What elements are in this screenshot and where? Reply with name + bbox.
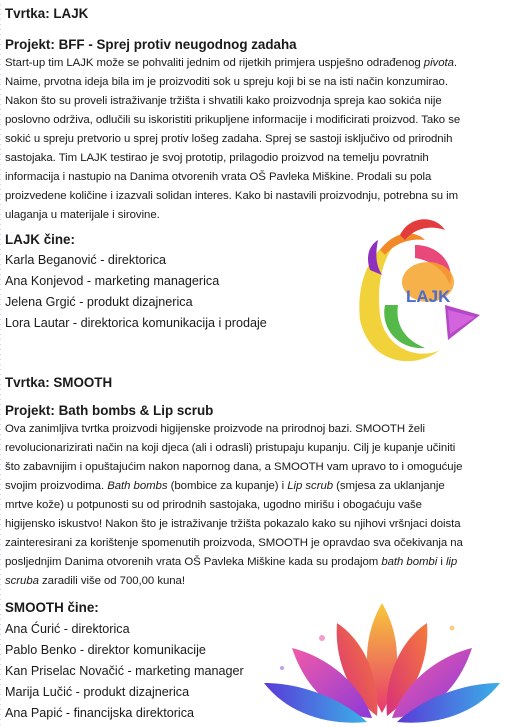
paragraph-line: sokić u spreju pretvorio u sprej protiv lošeg zadaha. Sprej se sastoji isključivo od prirodnih (5, 133, 453, 145)
paragraph-line: mrtve kože) u potpunosti su od prirodnih sastojaka, ugodno mirišu i obogaćuju vaše (5, 499, 422, 511)
paragraph-line: scruba zaradili više od 700,00 kuna! (5, 575, 185, 587)
paragraph-line: svojim proizvodima. Bath bombs (bombice za kupanje) i Lip scrub (smjesa za uklanjanje (5, 480, 445, 492)
member-item: Karla Beganović - direktorica (5, 253, 166, 267)
paragraph-line: poslovno održiva, odlučili su iskoristiti prikupljene informacije i modificirati proizvod. Tako se (5, 114, 461, 126)
paragraph-line: proizvedene količine i izazvali solidan interes. Kako bi nastavili proizvodnju, potrebna su im (5, 190, 459, 202)
lajk-logo (340, 210, 490, 370)
member-item: Kan Priselac Novačić - marketing manager (5, 664, 244, 678)
member-item: Ana Ćurić - direktorica (5, 622, 130, 636)
lotus-illustration (262, 598, 502, 727)
member-item: Ana Papić - financijska direktorica (5, 706, 194, 720)
members-heading-lajk: LAJK čine: (5, 232, 75, 247)
member-item: Marija Lučić - produkt dizajnerica (5, 685, 190, 699)
logo-text: LAJK (406, 287, 451, 306)
paragraph-line: Ova zanimljiva tvrtka proizvodi higijenske proizvode na prirodnoj bazi. SMOOTH želi (5, 423, 426, 435)
paragraph-line: Naime, prvotna ideja bila im je proizvoditi sok u spreju koji bi se na isti način konzumirao. (5, 76, 448, 88)
paragraph-line: što zabavnijim i opuštajućim nakon napornog dana, a SMOOTH vam upravo to i omogućuje (5, 461, 463, 473)
company-heading-lajk: Tvrtka: LAJK (5, 6, 89, 21)
project-heading-smooth: Projekt: Bath bombs & Lip scrub (5, 403, 214, 418)
member-item: Jelena Grgić - produkt dizajnerica (5, 295, 193, 309)
paragraph-line: informacija i nastupio na Danima otvorenih vrata OŠ Pavleka Miškine. Prodali su pola (5, 171, 432, 183)
member-item: Pablo Benko - direktor komunikacije (5, 643, 206, 657)
paragraph-line: revolucionarizirati način na koji djeca (ali i odrasli) pristupaju kupanju. Cilj je kupanje učiniti (5, 442, 456, 454)
paragraph-line: zainteresirani za korištenje spomenutih proizvoda, SMOOTH je opravdao sva očekivanja na (5, 537, 463, 549)
member-item: Lora Lautar - direktorica komunikacija i prodaje (5, 316, 267, 330)
paragraph-line: ulaganja u materijale i sirovine. (5, 209, 160, 221)
paragraph-line: posljednjim Danima otvorenih vrata OŠ Pavleka Miškine kada su prodajom bath bombi i lip (5, 556, 458, 568)
member-item: Ana Konjevod - marketing managerica (5, 274, 220, 288)
paragraph-line: Nakon što su proveli istraživanje tržišta i shvatili kako proizvodnja spreja kao sokića nije (5, 95, 442, 107)
paragraph-line: Start-up tim LAJK može se pohvaliti jednim od rijetkih primjera uspješno odrađenog pivota. (5, 57, 458, 69)
project-heading-lajk: Projekt: BFF - Sprej protiv neugodnog zadaha (5, 37, 297, 52)
members-heading-smooth: SMOOTH čine: (5, 600, 99, 615)
company-heading-smooth: Tvrtka: SMOOTH (5, 375, 113, 390)
paragraph-line: higijensko iskustvo! Nakon što je istraživanje tržišta pokazalo kako su njihovi vršnjaci doista (5, 518, 461, 530)
paragraph-line: sastojaka. Tim LAJK testirao je svoj prototip, prilagodio proizvod na temelju povratnih (5, 152, 429, 164)
